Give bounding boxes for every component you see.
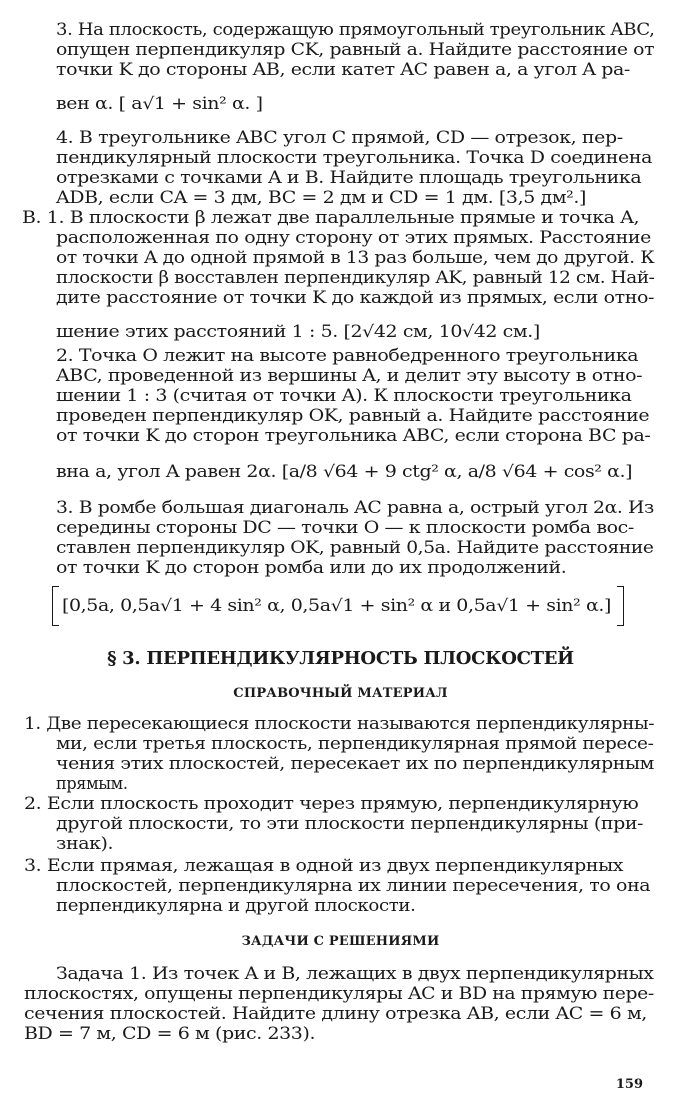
page-number: 159 <box>615 1077 643 1092</box>
text-line-p4-l1: 4. В треугольнике ABC угол C прямой, CD — отрезок, пер- <box>56 128 623 147</box>
text-line-b2-l2: ABC, проведенной из вершины A, и делит эту высоту в отно- <box>56 366 643 385</box>
text-line-z1-l3: сечения плоскостей. Найдите длину отрезка AB, если AC = 6 м, <box>24 1004 647 1023</box>
text-line-p3-l4: вен α. [ a√1 + sin² α. ] <box>56 94 263 113</box>
text-line-sp-1-l1: 1. Две пересекающиеся плоскости называются перпендикулярны- <box>24 714 655 733</box>
text-line-sp-1-l4: прямым. <box>56 774 128 793</box>
text-line-b2-l4: проведен перпендикуляр OK, равный a. Найдите расстояние <box>56 406 650 425</box>
text-line-z1-l2: плоскостях, опущены перпендикуляры AC и BD на прямую пере- <box>24 984 654 1003</box>
text-line-b2-l3: шении 1 : 3 (считая от точки A). К плоскости треугольника <box>56 386 632 405</box>
text-line-p4-l3: отрезками с точками A и B. Найдите площадь треугольника <box>56 168 642 187</box>
text-line-b1-l6: шение этих расстояний 1 : 5. [2√42 см, 10√42 см.] <box>56 322 540 341</box>
text-line-b2-l6: вна a, угол A равен 2α. [a/8 √64 + 9 ctg² α, a/8 √64 + cos² α.] <box>56 462 633 481</box>
text-line-b3-l4: от точки K до сторон ромба или до их продолжений. <box>56 558 567 577</box>
text-line-b3-l5: [0,5a, 0,5a√1 + 4 sin² α, 0,5a√1 + sin² α и 0,5a√1 + sin² α.] <box>62 596 611 615</box>
text-line-b1-l1: B. 1. В плоскости β лежат две параллельные прямые и точка A, <box>22 208 640 227</box>
text-line-b2-l1: 2. Точка O лежит на высоте равнобедренного треугольника <box>56 346 639 365</box>
text-line-sp-3-l2: плоскостей, перпендикулярна их линии пересечения, то она <box>56 876 651 895</box>
text-line-sp-3-l1: 3. Если прямая, лежащая в одной из двух перпендикулярных <box>24 856 624 875</box>
text-line-z1-l4: BD = 7 м, CD = 6 м (рис. 233). <box>24 1024 316 1043</box>
text-line-p4-l2: пендикулярный плоскости треугольника. Точка D соединена <box>56 148 653 167</box>
answer-bracket-left <box>52 586 59 626</box>
text-line-sp-2-l2: другой плоскости, то эти плоскости перпендикулярны (при- <box>56 814 644 833</box>
text-line-b1-l5: дите расстояние от точки K до каждой из прямых, если отно- <box>56 288 655 307</box>
text-line-p4-l4: ADB, если CA = 3 дм, BC = 2 дм и CD = 1 дм. [3,5 дм².] <box>56 188 587 207</box>
text-line-b3-l3: ставлен перпендикуляр OK, равный 0,5a. Найдите расстояние <box>56 538 654 557</box>
answer-bracket-right <box>617 586 624 626</box>
text-line-b3-l1: 3. В ромбе большая диагональ AC равна a, острый угол 2α. Из <box>56 498 654 517</box>
text-line-b1-l3: от точки A до одной прямой в 13 раз больше, чем до другой. К <box>56 248 655 267</box>
text-line-b2-l5: от точки K до сторон треугольника ABC, если сторона BC ра- <box>56 426 651 445</box>
reference-heading: СПРАВОЧНЫЙ МАТЕРИАЛ <box>233 686 448 701</box>
text-line-p3-l3: точки K до стороны AB, если катет AC равен a, а угол A ра- <box>56 60 630 79</box>
text-line-sp-2-l3: знак). <box>56 834 114 853</box>
text-line-sp-1-l2: ми, если третья плоскость, перпендикулярная прямой пересе- <box>56 734 654 753</box>
text-line-b3-l2: середины стороны DC — точки O — к плоскости ромба вос- <box>56 518 634 537</box>
text-line-b1-l2: расположенная по одну сторону от этих прямых. Расстояние <box>56 228 652 247</box>
text-line-p3-l1: 3. На плоскость, содержащую прямоугольный треугольник ABC, <box>56 20 655 39</box>
text-line-p3-l2: опущен перпендикуляр CK, равный a. Найдите расстояние от <box>56 40 655 59</box>
text-line-sp-2-l1: 2. Если плоскость проходит через прямую, перпендикулярную <box>24 794 639 813</box>
section-title: § 3. ПЕРПЕНДИКУЛЯРНОСТЬ ПЛОСКОСТЕЙ <box>107 648 574 669</box>
text-line-sp-1-l3: чения этих плоскостей, пересекает их по перпендикулярным <box>56 754 654 773</box>
tasks-heading: ЗАДАЧИ С РЕШЕНИЯМИ <box>241 934 440 949</box>
text-line-b1-l4: плоскости β восставлен перпендикуляр AK, равный 12 см. Най- <box>56 268 655 287</box>
text-line-z1-l1: Задача 1. Из точек A и B, лежащих в двух перпендикулярных <box>56 964 654 983</box>
text-line-sp-3-l3: перпендикулярна и другой плоскости. <box>56 896 416 915</box>
